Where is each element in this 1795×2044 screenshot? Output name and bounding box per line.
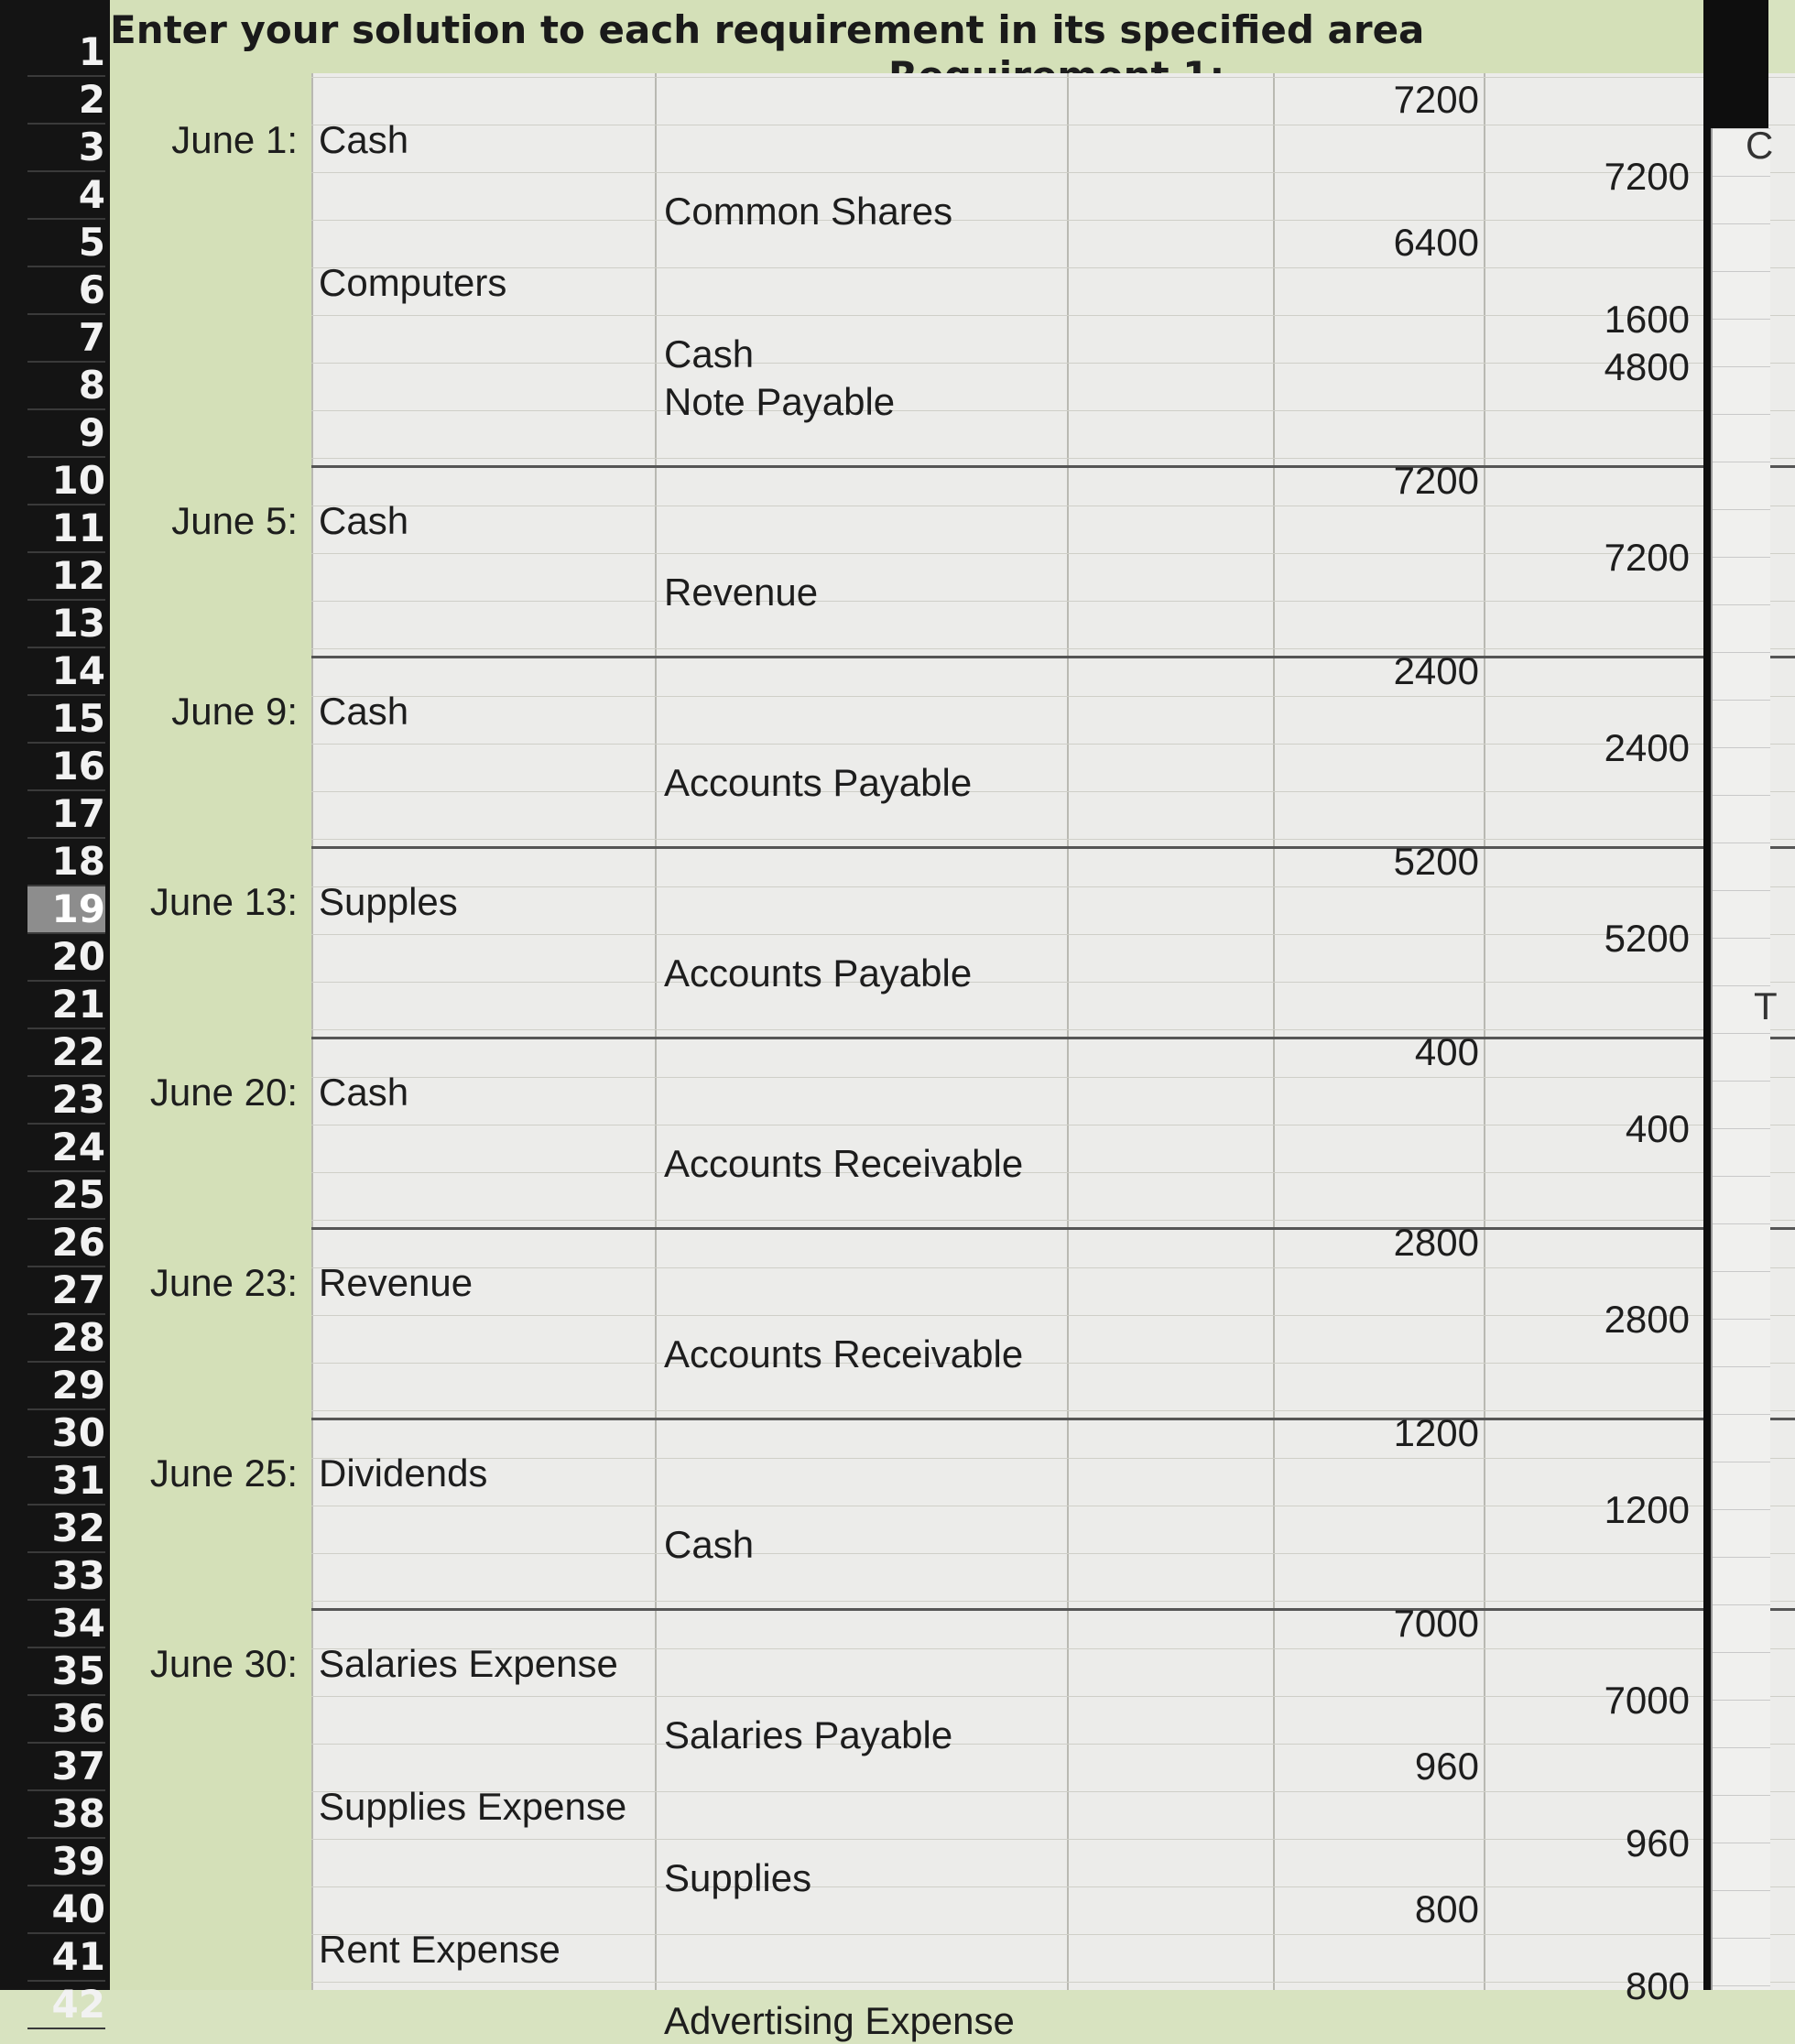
credit-amount-cell[interactable]: 800 xyxy=(1625,1964,1690,2007)
grid-row-line xyxy=(311,1886,1795,1887)
adjacent-row-line xyxy=(1713,1033,1770,1034)
entry-date[interactable]: June 13: xyxy=(149,880,298,923)
row-number[interactable]: 10 xyxy=(27,458,105,506)
row-number[interactable]: 9 xyxy=(27,410,105,458)
grid-column-line xyxy=(1273,73,1275,1990)
edge-cell-text-mid: T xyxy=(1754,984,1778,1027)
adjacent-row-line xyxy=(1713,652,1770,653)
debit-amount-cell[interactable]: 2400 xyxy=(1393,649,1479,692)
credit-account-cell[interactable]: Cash xyxy=(664,332,755,375)
grid-row-line xyxy=(311,601,1795,602)
adjacent-row-line xyxy=(1713,1176,1770,1177)
credit-account-cell[interactable]: Accounts Payable xyxy=(664,761,973,804)
adjacent-row-line xyxy=(1713,604,1770,605)
row-number[interactable]: 20 xyxy=(27,934,105,982)
debit-amount-cell[interactable]: 2800 xyxy=(1393,1221,1479,1264)
grid-row-line xyxy=(311,267,1795,268)
credit-amount-cell[interactable]: 400 xyxy=(1625,1107,1690,1150)
adjacent-row-line xyxy=(1713,223,1770,224)
grid-row-line xyxy=(311,839,1795,840)
credit-account-cell[interactable]: Revenue xyxy=(664,571,819,614)
debit-account-cell[interactable]: Cash xyxy=(319,690,409,733)
grid-row-line xyxy=(311,77,1795,78)
row-number[interactable]: 29 xyxy=(27,1363,105,1410)
grid-row-line xyxy=(311,1744,1795,1745)
row-number[interactable]: 14 xyxy=(27,648,105,696)
grid-row-line xyxy=(311,648,1795,649)
adjacent-row-line xyxy=(1713,319,1770,320)
grid-row-line xyxy=(311,982,1795,983)
adjacent-row-line xyxy=(1713,1700,1770,1701)
row-number[interactable]: 24 xyxy=(27,1125,105,1172)
adjacent-row-line xyxy=(1713,795,1770,796)
edge-cell-text-top: C xyxy=(1746,124,1774,167)
row-number[interactable]: 11 xyxy=(27,506,105,553)
adjacent-row-line xyxy=(1713,1128,1770,1129)
row-number[interactable]: 23 xyxy=(27,1077,105,1125)
grid-row-line xyxy=(311,696,1795,697)
credit-amount-cell[interactable]: 4800 xyxy=(1604,345,1690,388)
debit-amount-cell[interactable]: 7200 xyxy=(1393,459,1479,502)
debit-amount-cell[interactable]: 400 xyxy=(1414,1030,1479,1073)
entry-date[interactable]: June 9: xyxy=(171,690,298,733)
grid-row-line xyxy=(311,1267,1795,1268)
credit-amount-cell[interactable]: 7200 xyxy=(1604,155,1690,198)
debit-account-cell[interactable]: Rent Expense xyxy=(319,1928,560,1971)
row-number[interactable]: 32 xyxy=(27,1506,105,1553)
entry-separator xyxy=(311,1608,1795,1611)
credit-amount-cell[interactable]: 2800 xyxy=(1604,1298,1690,1341)
adjacent-row-line xyxy=(1713,1081,1770,1082)
row-number[interactable]: 26 xyxy=(27,1220,105,1267)
entry-date[interactable]: June 5: xyxy=(171,499,298,542)
credit-account-cell[interactable]: Advertising Expense xyxy=(664,1999,1015,2042)
debit-account-cell[interactable]: Cash xyxy=(319,499,409,542)
credit-amount-cell[interactable]: 7000 xyxy=(1604,1679,1690,1722)
spreadsheet-area xyxy=(110,0,1703,2042)
grid-row-line xyxy=(311,1410,1795,1411)
debit-amount-cell[interactable]: 800 xyxy=(1414,1887,1479,1930)
row-number[interactable]: 16 xyxy=(27,744,105,791)
debit-account-cell[interactable]: Cash xyxy=(319,118,409,161)
adjacent-row-line xyxy=(1713,1938,1770,1939)
row-number[interactable]: 35 xyxy=(27,1648,105,1696)
credit-amount-cell[interactable]: 1200 xyxy=(1604,1488,1690,1531)
row-number[interactable]: 40 xyxy=(27,1886,105,1934)
grid-row-line xyxy=(311,1363,1795,1364)
grid-row-line xyxy=(311,791,1795,792)
adjacent-row-line xyxy=(1713,700,1770,701)
credit-amount-cell[interactable]: 960 xyxy=(1625,1821,1690,1865)
debit-account-cell[interactable]: Supplies Expense xyxy=(319,1785,627,1828)
adjacent-row-line xyxy=(1713,747,1770,748)
entry-separator xyxy=(311,1418,1795,1420)
row-number[interactable]: 36 xyxy=(27,1696,105,1744)
row-number[interactable]: 42 xyxy=(27,1982,105,2029)
row-number[interactable]: 18 xyxy=(27,839,105,886)
row-number[interactable]: 31 xyxy=(27,1458,105,1506)
grid-row-line xyxy=(311,1553,1795,1554)
row-number[interactable]: 2 xyxy=(27,77,105,125)
adjacent-row-line xyxy=(1713,557,1770,558)
credit-amount-cell[interactable]: 7200 xyxy=(1604,536,1690,579)
credit-account-cell[interactable]: Note Payable xyxy=(664,380,896,423)
grid-row-line xyxy=(311,458,1795,459)
entry-separator xyxy=(311,656,1795,658)
grid-row-line xyxy=(311,1029,1795,1030)
debit-amount-cell[interactable]: 5200 xyxy=(1393,840,1479,883)
row-number[interactable]: 4 xyxy=(27,172,105,220)
row-number[interactable]: 3 xyxy=(27,125,105,172)
debit-amount-cell[interactable]: 7200 xyxy=(1393,78,1479,121)
adjacent-row-line xyxy=(1713,414,1770,415)
grid-row-line xyxy=(311,1077,1795,1078)
adjacent-row-line xyxy=(1713,1557,1770,1558)
credit-amount-cell[interactable]: 1600 xyxy=(1604,298,1690,341)
row-number[interactable]: 21 xyxy=(27,982,105,1029)
debit-account-cell[interactable]: Supples xyxy=(319,880,458,923)
adjacent-row-line xyxy=(1713,890,1770,891)
entry-date[interactable]: June 25: xyxy=(149,1451,298,1495)
credit-amount-cell[interactable]: 5200 xyxy=(1604,917,1690,960)
row-number[interactable]: 7 xyxy=(27,315,105,363)
row-number[interactable]: 5 xyxy=(27,220,105,267)
row-number[interactable]: 39 xyxy=(27,1839,105,1886)
row-number[interactable]: 12 xyxy=(27,553,105,601)
row-number[interactable]: 30 xyxy=(27,1410,105,1458)
debit-account-cell[interactable]: Computers xyxy=(319,261,507,304)
grid-column-line xyxy=(655,73,657,1990)
row-number[interactable]: 1 xyxy=(27,29,105,77)
row-number[interactable]: 34 xyxy=(27,1601,105,1648)
row-number[interactable]: 22 xyxy=(27,1029,105,1077)
entry-date[interactable]: June 23: xyxy=(149,1261,298,1304)
debit-account-cell[interactable]: Dividends xyxy=(319,1451,488,1495)
credit-amount-cell[interactable]: 2400 xyxy=(1604,726,1690,769)
grid-column-line xyxy=(311,73,313,1990)
credit-account-cell[interactable]: Common Shares xyxy=(664,190,953,233)
grid-row-line xyxy=(311,1601,1795,1602)
row-number[interactable]: 19 xyxy=(27,886,105,934)
debit-account-cell[interactable]: Revenue xyxy=(319,1261,473,1304)
credit-account-cell[interactable]: Cash xyxy=(664,1523,755,1566)
adjacent-row-line xyxy=(1713,366,1770,367)
adjacent-row-line xyxy=(1713,1747,1770,1748)
adjacent-row-line xyxy=(1713,1604,1770,1605)
row-number[interactable]: 37 xyxy=(27,1744,105,1791)
debit-account-cell[interactable]: Cash xyxy=(319,1071,409,1114)
row-number[interactable]: 15 xyxy=(27,696,105,744)
debit-amount-cell[interactable]: 960 xyxy=(1414,1745,1479,1788)
adjacent-column xyxy=(1711,128,1770,1990)
credit-account-cell[interactable]: Supplies xyxy=(664,1856,812,1899)
grid-column-line xyxy=(1067,73,1069,1990)
entry-separator xyxy=(311,465,1795,468)
row-number[interactable]: 28 xyxy=(27,1315,105,1363)
row-number[interactable]: 17 xyxy=(27,791,105,839)
adjacent-row-line xyxy=(1713,938,1770,939)
debit-account-cell[interactable]: Salaries Expense xyxy=(319,1642,618,1685)
debit-amount-cell[interactable]: 1200 xyxy=(1393,1411,1479,1454)
adjacent-row-line xyxy=(1713,1223,1770,1224)
adjacent-row-line xyxy=(1713,1271,1770,1272)
grid-column-line xyxy=(1484,73,1485,1990)
row-number[interactable]: 8 xyxy=(27,363,105,410)
sheet-title[interactable]: Enter your solution to each requirement in its specified area xyxy=(110,7,1425,52)
grid-row-line xyxy=(311,220,1795,221)
adjacent-row-line xyxy=(1713,1414,1770,1415)
entry-date[interactable]: June 30: xyxy=(149,1642,298,1685)
credit-account-cell[interactable]: Accounts Payable xyxy=(664,951,973,995)
entry-date[interactable]: June 20: xyxy=(149,1071,298,1114)
adjacent-row-line xyxy=(1713,176,1770,177)
row-number[interactable]: 13 xyxy=(27,601,105,648)
credit-account-cell[interactable]: Accounts Receivable xyxy=(664,1142,1024,1185)
credit-account-cell[interactable]: Accounts Receivable xyxy=(664,1332,1024,1375)
entry-date[interactable]: June 1: xyxy=(171,118,298,161)
row-number[interactable]: 33 xyxy=(27,1553,105,1601)
adjacent-row-line xyxy=(1713,509,1770,510)
row-number[interactable]: 38 xyxy=(27,1791,105,1839)
grid-row-line xyxy=(311,1172,1795,1173)
grid-row-line xyxy=(311,410,1795,411)
row-number[interactable]: 27 xyxy=(27,1267,105,1315)
adjacent-row-line xyxy=(1713,1795,1770,1796)
row-number[interactable]: 6 xyxy=(27,267,105,315)
adjacent-row-line xyxy=(1713,1319,1770,1320)
row-header-gutter xyxy=(0,0,110,2027)
row-number[interactable]: 41 xyxy=(27,1934,105,1982)
row-number[interactable]: 25 xyxy=(27,1172,105,1220)
grid-row-line xyxy=(311,1220,1795,1221)
entry-separator xyxy=(311,846,1795,849)
adjacent-row-line xyxy=(1713,1509,1770,1510)
entry-separator xyxy=(311,1227,1795,1230)
grid-row-line xyxy=(311,1458,1795,1459)
adjacent-row-line xyxy=(1713,1890,1770,1891)
credit-account-cell[interactable]: Salaries Payable xyxy=(664,1713,953,1756)
debit-amount-cell[interactable]: 6400 xyxy=(1393,221,1479,264)
entry-separator xyxy=(311,1037,1795,1039)
adjacent-row-line xyxy=(1713,1652,1770,1653)
adjacent-row-line xyxy=(1713,271,1770,272)
grid-row-line xyxy=(311,886,1795,887)
adjacent-row-line xyxy=(1713,1985,1770,1986)
debit-amount-cell[interactable]: 7000 xyxy=(1393,1602,1479,1645)
adjacent-row-line xyxy=(1713,1366,1770,1367)
